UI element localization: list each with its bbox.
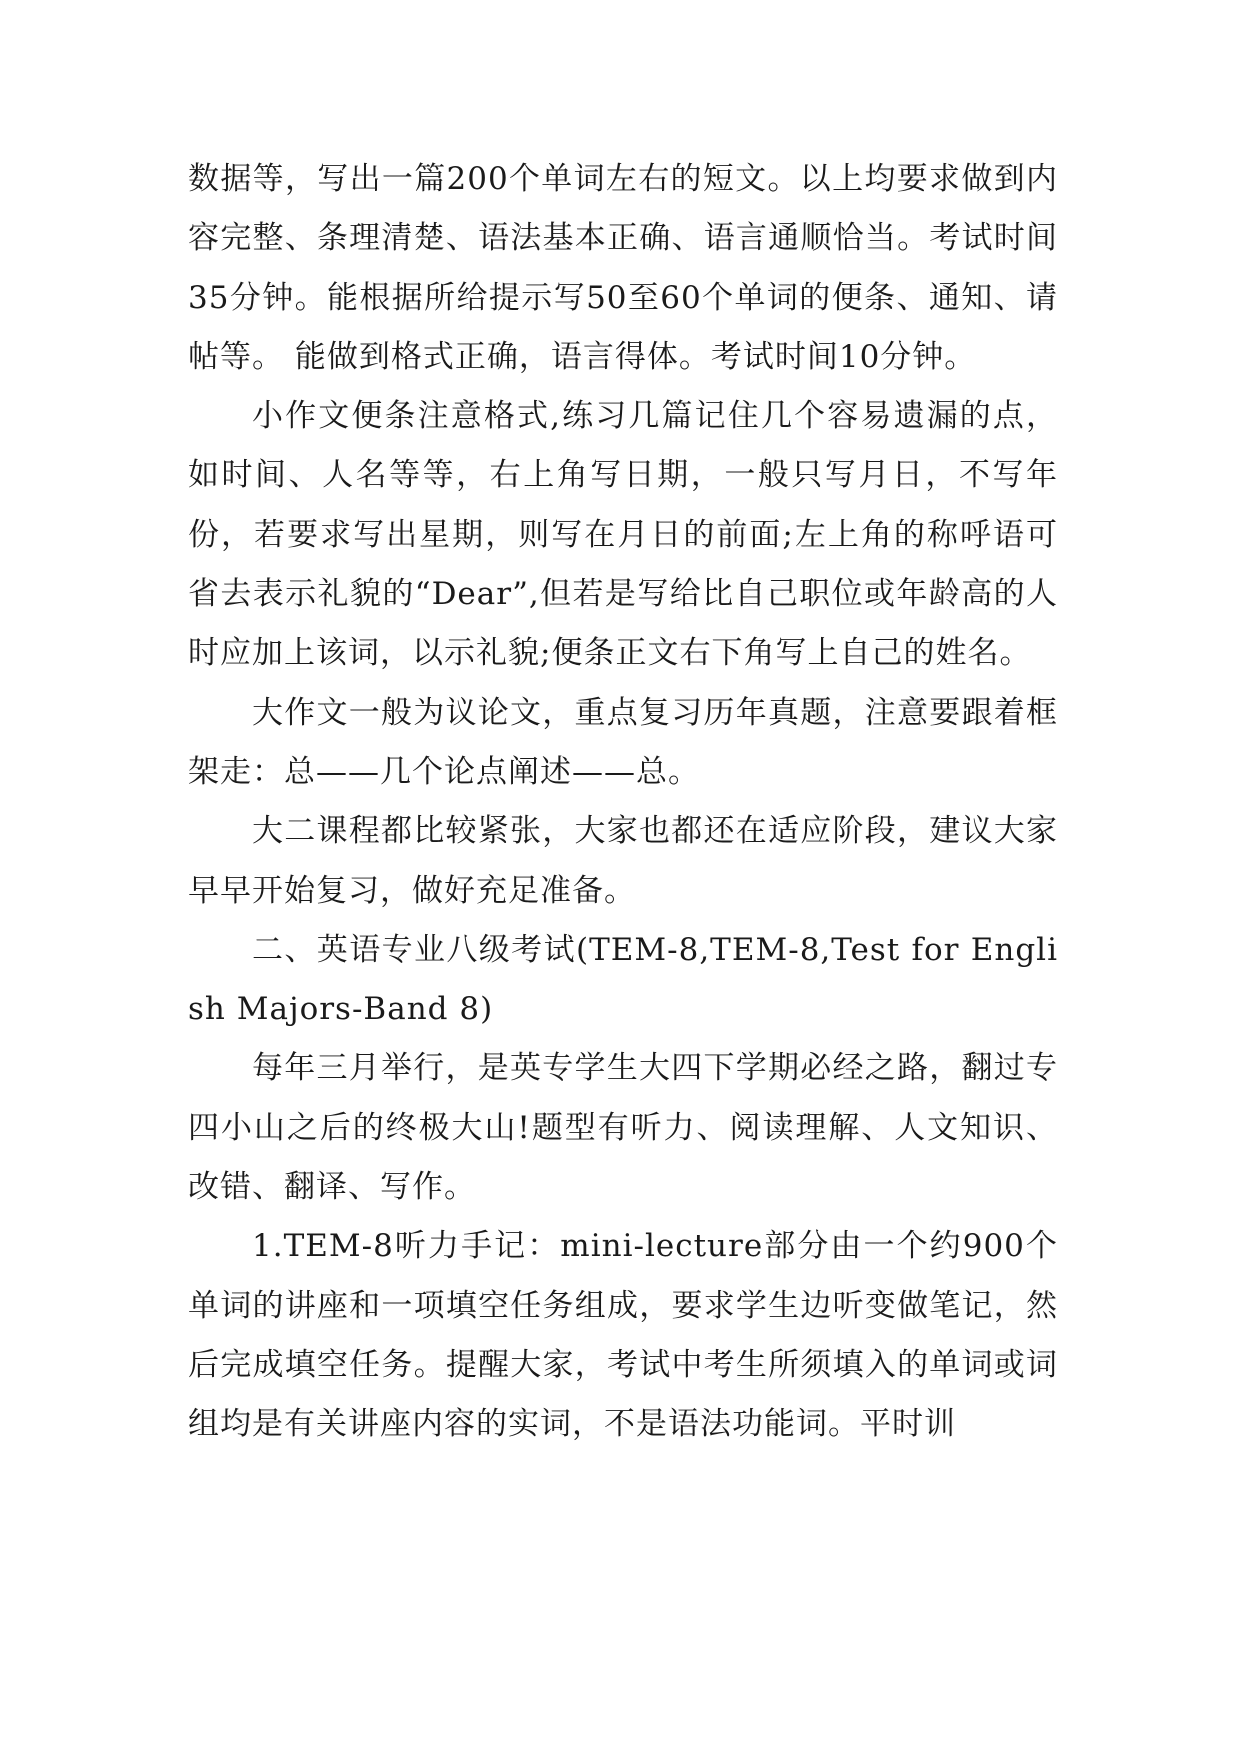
document-page (188, 150, 1058, 1455)
section-heading-tem8: 二、英语专业八级考试(TEM-8,TEM-8,Test for English Majors-Band 8) (188, 931, 1058, 1028)
paragraph-tem8-overview: 每年三月举行，是英专学生大四下学期必经之路，翻过专四小山之后的终极大山!题型有听力、阅读理解、人文知识、改错、翻译、写作。 (188, 1050, 1058, 1206)
paragraph-short-note-format: 小作文便条注意格式,练习几篇记住几个容易遗漏的点，如时间、人名等等，右上角写日期，一般只写月日，不写年份，若要求写出星期，则写在月日的前面;左上角的称呼语可省去表示礼貌的“Dear”,但若是写给比自己职位或年龄高的人时应加上该词，以示礼貌;便条正文右下角写上自己的姓名。 (188, 398, 1058, 672)
paragraph-study-advice: 大二课程都比较紧张，大家也都还在适应阶段，建议大家早早开始复习，做好充足准备。 (188, 813, 1058, 909)
paragraph-essay-structure: 大作文一般为议论文，重点复习历年真题，注意要跟着框架走：总——几个论点阐述——总。 (188, 694, 1058, 790)
paragraph-tem8-listening: 1.TEM-8听力手记：mini-lecture部分由一个约900个单词的讲座和一项填空任务组成，要求学生边听变做笔记，然后完成填空任务。提醒大家，考试中考生所须填入的单词或词组均是有关讲座内容的实词，不是语法功能词。平时训 (188, 1228, 1058, 1443)
paragraph-writing-requirements: 数据等，写出一篇200个单词左右的短文。以上均要求做到内容完整、条理清楚、语法基本正确、语言通顺恰当。考试时间35分钟。能根据所给提示写50至60个单词的便条、通知、请帖等。 能做到格式正确，语言得体。考试时间10分钟。 (188, 161, 1058, 375)
